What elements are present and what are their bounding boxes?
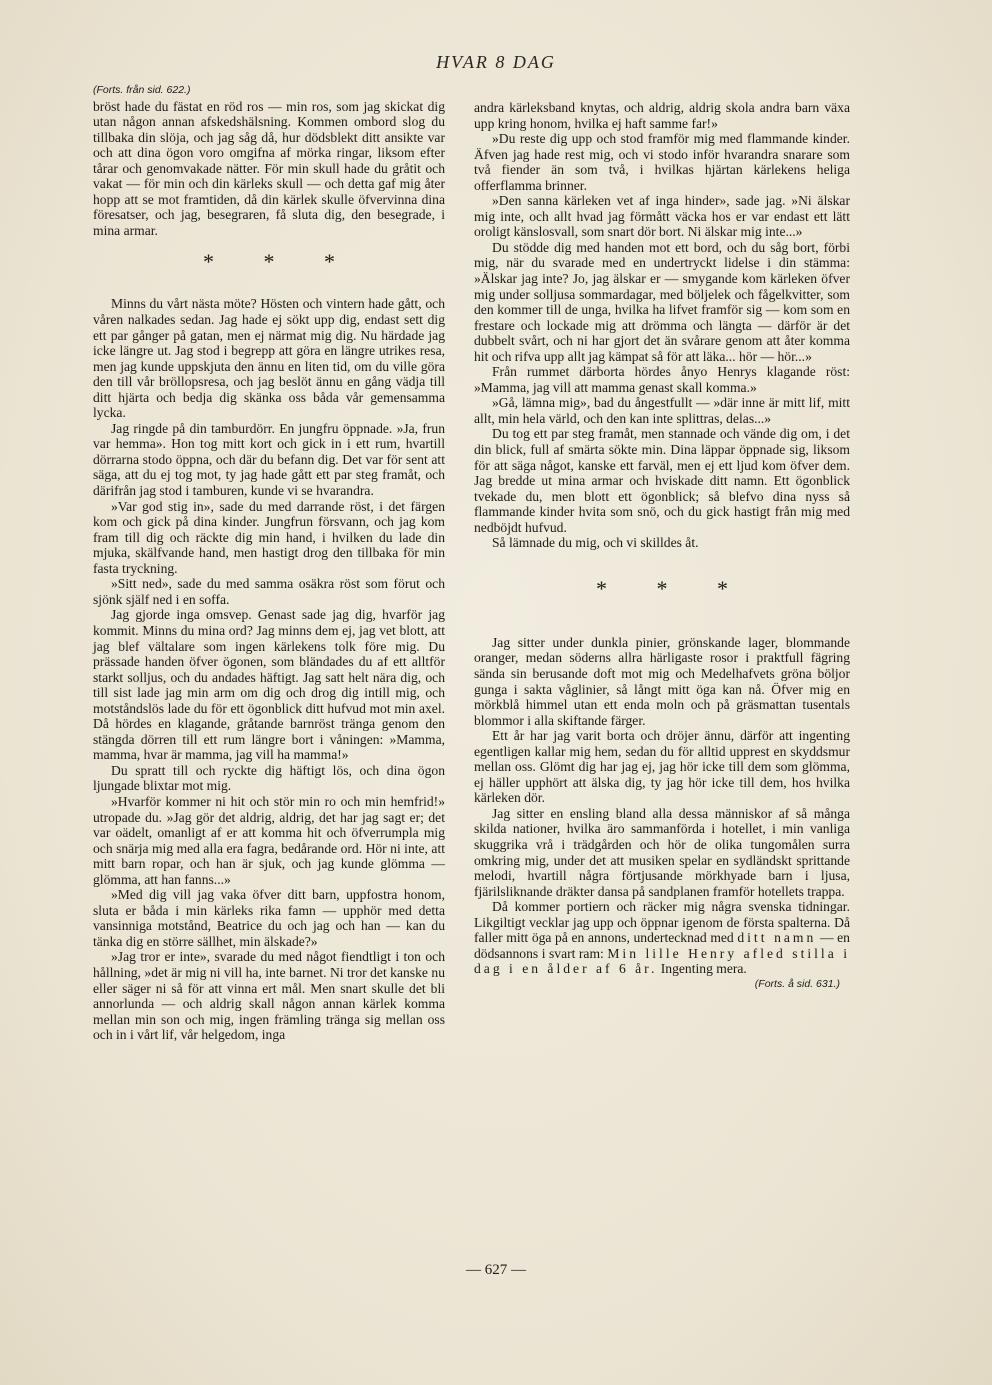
paragraph: »Hvarför kommer ni hit och stör min ro och min hemfrid!» utropade du. »Jag gör det aldrig, aldrig, det har jag sagt er; det var oädelt, omanligt af er att komma hit och öfverrumpla mig och snärja mig med alla era fagra, bedårande ord. Hör ni inte, att mitt barn ropar, och han är sjuk, och jag kunde glömma — glömma, att han fanns...» (93, 793, 445, 887)
page-number: — 627 — (466, 1262, 526, 1278)
left-column (93, 83, 445, 1043)
paragraph: »Jag tror er inte», svarade du med något fiendtligt i ton och hållning, »det är mig ni vill ha, inte barnet. Ni tror det kanske nu eller säger ni så för att vinna ert mål. Men snart skulle det bli annorlunda — och aldrig skall någon annan kärlek komma mellan min son och mig, ingen främling tränga sig mellan oss och in i vårt lif, vår helgedom, inga (93, 949, 445, 1043)
paragraph-death-notice (474, 899, 850, 977)
paragraph: »Sitt ned», sade du med samma osäkra röst som förut och sjönk själf ned i en soffa. (93, 576, 445, 607)
section-divider-asterisks: * * * (596, 575, 750, 601)
text-run: Ingenting mera. (660, 961, 747, 977)
paragraph: Minns du vårt nästa möte? Hösten och vintern hade gått, och våren nalkades sedan. Jag hade ej sökt upp dig, endast sett dig ett par gånger på gatan, men ej närmat mig dig. Nu härdade jag icke längre ut. Jag stod i begrepp att göra en längre utrikes resa, men jag kunde uppskjuta den ännu en liten tid, om du ville göra den till vår bröllopsresa, och jag beslöt ännu en gång vädja till ditt hjärta och bedja dig skänka oss båda vår gemensamma lycka. (93, 296, 445, 421)
spaced-text: ditt namn (737, 930, 817, 946)
paragraph: Du tog ett par steg framåt, men stannade och vände dig om, i det din blick, full af smärta sökte min. Dina läppar öppnade sig, liksom för att säga något, kanske ett farväl, men ej ett ljud kom öfver dem. Jag bredde ut mina armar och hviskade ditt namn. Ett ögonblick tvekade du, men blott ett ögonblick; så blefvo dina nyss så flammande kinder hvita som snö, och du gick hastigt från mig med nedböjdt hufvud. (474, 426, 850, 535)
paragraph: »Den sanna kärleken vet af inga hinder», sade jag. »Ni älskar mig inte, och allt hvad jag förmått väcka hos er var endast ett lätt oroligt känslosvall, som snart dör bort. Ni älskar mig inte...» (474, 193, 850, 240)
paragraph: »Med dig vill jag vaka öfver ditt barn, uppfostra honom, sluta er båda i min kärleks rika famn — upphör med detta vansinniga motstånd, Beatrice du och jag och han — kan du tänka dig en större sällhet, min älskade?» (93, 887, 445, 949)
paragraph: Jag gjorde inga omsvep. Genast sade jag dig, hvarför jag kommit. Minns du mina ord? Jag minns dem ej, jag vet blott, att jag blef vältalare som ingen kärlekens tolk före mig. Du prässade handen öfver ögonen, som bländades du af ett alltför starkt solljus, och du andades häftigt. Jag satt helt nära dig, och till sist lade jag min arm om dig och drog dig intill mig, och motståndslös lade du för ett ögonblick ditt hufvud mot min axel. Då hördes en klagande, gråtande barnröst tränga genom den stängda dörren till ett rum längre bort i våningen: »Mamma, mamma, hvar är mamma, jag vill ha mamma!» (93, 607, 445, 763)
paragraph: Du spratt till och ryckte dig häftigt lös, och dina ögon ljungade blixtar mot mig. (93, 762, 445, 794)
paragraph: Jag sitter under dunkla pinier, grönskande lager, blommande oranger, medan söderns allra härligaste rosor i praktfull fägring sända sin berusande doft mot mig och Medelhafvets gröna böljor gunga i sakta våglinier, så långt mitt öga kan nå. Öfver mig en mörkblå himmel utan ett enda moln och på gräsmattan tusentals blommor i alla skiftande färger. (474, 634, 850, 728)
paragraph: Jag ringde på din tamburdörr. En jungfru öppnade. »Ja, frun var hemma». Hon tog mitt kort och gick in i ett rum, hvartill dörrarna stodo öppna, och där du befann dig. Det var för sent att säga, att du ej tog mot, ty jag hade gått ett par steg framåt, och därifrån jag stod i tamburen, kunde vi se hvarandra. (93, 420, 445, 499)
paragraph: bröst hade du fästat en röd ros — min ros, som jag skickat dig utan någon annan afskedshälsning. Kommen ombord slog du tillbaka din slöja, och jag såg då, hur dödsblekt ditt ansikte var och att dina ögon voro omgifna af mörka ringar, liksom efter tårar och genomvakade nätter. För min skull hade du gråtit och vakat — för min och din kärleks skull — och detta gaf mig åter hopp att se mot framtiden, då din kärlek skulle öfvervinna dina föresatser, och jag, besegraren, få sluta dig, den besegrade, i mina armar. (93, 98, 445, 238)
paragraph: Från rummet därborta hördes ånyo Henrys klagande röst: »Mamma, jag vill att mamma genast skall komma.» (474, 364, 850, 395)
paragraph: Du stödde dig med handen mot ett bord, och du såg bort, förbi mig, när du svarade med en undertryckt lidelse i din stämma: »Älskar jag inte? Jo, jag älskar er — smygande kom kärleken öfver mig under solljusa sommardagar, med böljelek och fågelkvitter, som den kommer till de unga, hvilka ha lifvet framför sig — kom som en frestare och lockade mig att drömma och längta — därför är det dubbelt svårt, och ni har gjort det än svårare genom att åter komma hit och rifva upp allt jag kämpat så för att läka... hör — hör...» (474, 239, 850, 364)
paragraph: andra kärleksband knytas, och aldrig, aldrig skola andra barn växa upp kring honom, hvilka ej haft samme far!» (474, 100, 850, 131)
text-run: Då kommer portiern och räcker mig några svenska tidningar. Likgiltigt vecklar jag upp och öppnar igenom de första spalterna. Då faller mitt öga på en annons, undertecknad med (474, 899, 850, 946)
continued-from-note: (Forts. från sid. 622.) (93, 84, 191, 96)
paragraph: »Gå, lämna mig», bad du ångestfullt — »där inne är mitt lif, mitt allt, min hela värld, och den kan inte splittras, delas...» (474, 395, 850, 426)
spaced-text-notice: Min lille Henry afled stilla i dag i en ålder af 6 år. (474, 945, 851, 977)
continued-on-note: (Forts. å sid. 631.) (754, 977, 840, 990)
paragraph: Ett år har jag varit borta och dröjer ännu, därför att ingenting egentligen kallar mig hem, sedan du för alltid upprest en skyddsmur mellan oss. Glömt dig har jag ej, jag hör icke till dem som glömma, ej häller upphört att älska dig, ty jag hör icke till dem, hos hvilka kärleken dör. (474, 728, 850, 806)
text-run: — en dödsannons i svart ram: (474, 930, 850, 961)
section-divider-asterisks: * * * (203, 249, 357, 275)
paragraph: Så lämnade du mig, och vi skilldes åt. (492, 535, 699, 551)
paragraph: Jag sitter en ensling bland alla dessa människor af så många skilda nationer, hvilka äro sammanförda i hotellet, i min vanliga skuggrika vrå i trädgården och hör de olika tungomålen surra omkring mig, under det att musiken spelar en sydländskt sprittande melodi, hvartill några förtjusande mörkhyade barn i ljusa, fjärilsliknande dräkter dansa på sandplanen framför hotellets trappa. (474, 805, 850, 899)
paragraph: »Du reste dig upp och stod framför mig med flammande kinder. Äfven jag hade rest mig, och vi stodo inför hvarandra snarare som två fiender än som två, i hvilkas hjärtan kärlekens heliga offerflamma brinner. (474, 131, 850, 193)
paragraph: »Var god stig in», sade du med darrande röst, i det färgen kom och gick på dina kinder. Jungfrun försvann, och jag kom fram till dig och räckte dig min hand, i hvilken du lade din mjuka, skälfvande hand, men hastigt drog den tillbaka för min fasta tryckning. (93, 498, 445, 576)
right-column (474, 100, 850, 992)
page-header-title: HVAR 8 DAG (436, 52, 556, 72)
